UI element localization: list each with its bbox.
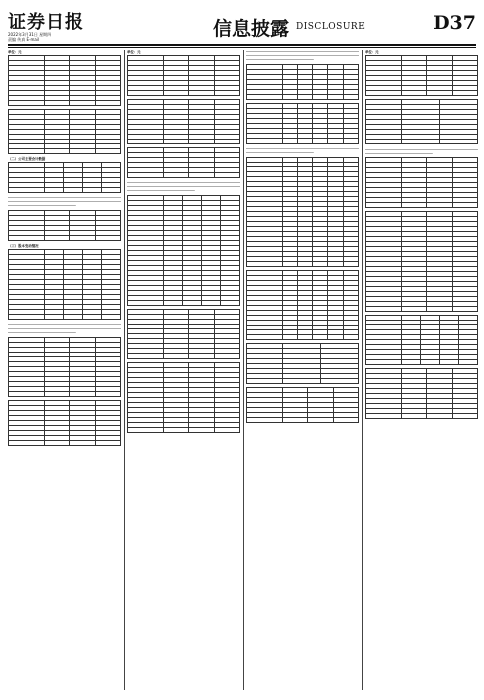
table-cell <box>220 300 239 305</box>
table-cell <box>44 188 63 193</box>
table-cell <box>366 413 402 418</box>
table-cell <box>366 203 402 208</box>
table-cell <box>128 427 164 432</box>
table-cell <box>247 379 283 384</box>
table-cell <box>44 392 69 397</box>
table-row <box>9 149 121 154</box>
table-row <box>128 173 240 178</box>
disclosure-block <box>365 147 478 154</box>
disclosure-block <box>8 157 121 193</box>
table-row <box>128 90 240 95</box>
financial-table <box>8 337 121 398</box>
financial-table <box>8 210 121 241</box>
financial-table <box>246 343 359 384</box>
table-cell <box>9 100 45 105</box>
disclosure-block <box>8 109 121 155</box>
table-cell <box>163 173 188 178</box>
table-cell <box>439 360 458 365</box>
disclosure-block <box>8 244 121 320</box>
table-cell <box>44 236 69 241</box>
financial-table <box>127 362 240 433</box>
column-4 <box>365 50 478 690</box>
financial-table <box>127 309 240 360</box>
table-cell <box>163 300 182 305</box>
table-row <box>247 261 359 266</box>
table-cell <box>320 379 358 384</box>
disclosure-block <box>246 103 359 144</box>
table-row <box>366 139 478 144</box>
disclosure-block <box>8 196 121 207</box>
text-line <box>246 147 359 150</box>
table-cell <box>214 90 239 95</box>
financial-table <box>8 162 121 193</box>
table-cell <box>313 261 328 266</box>
table-cell <box>9 440 45 445</box>
text-line <box>8 196 121 199</box>
table-cell <box>128 139 164 144</box>
table-row <box>366 203 478 208</box>
financial-table <box>8 55 121 106</box>
disclosure-block <box>246 270 359 341</box>
table-cell <box>247 94 283 99</box>
table-cell <box>247 417 283 422</box>
table-cell <box>328 94 343 99</box>
table-row <box>9 314 121 319</box>
block-title: （二）公司主要会计数据 <box>8 157 46 162</box>
text-line <box>246 50 359 53</box>
disclosure-block <box>127 195 240 305</box>
table-cell <box>214 173 239 178</box>
table-cell <box>95 149 120 154</box>
table-cell <box>163 427 188 432</box>
table-cell <box>189 173 214 178</box>
table-row <box>366 306 478 311</box>
table-cell <box>9 392 45 397</box>
block-title: （三）股本变动情况 <box>8 244 39 249</box>
table-cell <box>163 139 188 144</box>
table-cell <box>82 314 101 319</box>
disclosure-block <box>8 210 121 241</box>
column-1 <box>8 50 121 690</box>
column-divider <box>362 50 363 690</box>
table-cell <box>343 261 358 266</box>
financial-table <box>365 55 478 96</box>
table-cell <box>9 188 45 193</box>
disclosure-block <box>246 387 359 423</box>
table-cell <box>201 300 220 305</box>
disclosure-block <box>8 323 121 334</box>
text-line <box>246 54 359 57</box>
table-cell <box>452 306 477 311</box>
issue-contacts: 责编 传真 E-mail <box>8 37 40 42</box>
table-cell <box>70 149 95 154</box>
table-row <box>128 139 240 144</box>
financial-table <box>8 249 121 320</box>
financial-table <box>127 55 240 96</box>
table-cell <box>366 306 402 311</box>
table-cell <box>70 392 95 397</box>
table-row <box>247 138 359 143</box>
text-line <box>8 200 121 203</box>
block-title: 单位：元 <box>365 50 379 54</box>
disclosure-block <box>365 315 478 366</box>
table-cell <box>401 90 426 95</box>
disclosure-block <box>365 211 478 311</box>
table-cell <box>189 354 214 359</box>
table-cell <box>282 335 297 340</box>
table-row <box>128 300 240 305</box>
financial-table <box>127 147 240 178</box>
disclosure-block <box>246 157 359 267</box>
table-cell <box>44 149 69 154</box>
disclosure-block <box>8 337 121 398</box>
column-divider <box>243 50 244 690</box>
table-cell <box>458 360 477 365</box>
page-number: D37 <box>433 12 476 34</box>
disclosure-block <box>365 50 478 96</box>
table-row <box>128 427 240 432</box>
table-cell <box>128 354 164 359</box>
table-cell <box>214 139 239 144</box>
disclosure-block <box>127 147 240 178</box>
table-cell <box>163 90 188 95</box>
disclosure-block <box>246 64 359 100</box>
table-cell <box>214 354 239 359</box>
financial-table <box>365 211 478 311</box>
table-cell <box>366 139 402 144</box>
financial-table <box>246 103 359 144</box>
table-cell <box>401 360 420 365</box>
table-cell <box>9 314 45 319</box>
table-cell <box>328 138 343 143</box>
table-cell <box>282 138 297 143</box>
table-cell <box>82 188 101 193</box>
financial-table <box>246 157 359 267</box>
table-row <box>366 90 478 95</box>
disclosure-block <box>127 181 240 192</box>
table-cell <box>343 94 358 99</box>
table-cell <box>95 392 120 397</box>
table-cell <box>70 100 95 105</box>
table-cell <box>189 139 214 144</box>
disclosure-block <box>365 368 478 419</box>
disclosure-block <box>246 147 359 154</box>
table-row <box>247 94 359 99</box>
masthead <box>8 6 476 46</box>
disclosure-block <box>127 362 240 433</box>
table-cell <box>44 440 69 445</box>
financial-table <box>127 99 240 145</box>
table-cell <box>282 417 307 422</box>
table-cell <box>95 236 120 241</box>
header-rule-thin <box>8 47 476 48</box>
financial-table <box>8 109 121 155</box>
section-title: 信息披露 <box>213 18 290 40</box>
text-line <box>246 151 359 154</box>
text-line <box>246 58 359 61</box>
table-cell <box>70 236 95 241</box>
table-cell <box>366 360 402 365</box>
table-cell <box>44 100 69 105</box>
column-divider <box>124 50 125 690</box>
table-row <box>9 392 121 397</box>
text-line <box>8 327 121 330</box>
table-row <box>247 417 359 422</box>
table-row <box>366 360 478 365</box>
financial-table <box>246 64 359 100</box>
table-row <box>366 413 478 418</box>
disclosure-block <box>127 99 240 145</box>
table-cell <box>247 261 283 266</box>
table-cell <box>427 90 452 95</box>
table-cell <box>282 261 297 266</box>
financial-table <box>127 195 240 305</box>
disclosure-block <box>8 50 121 106</box>
block-title: 单位：元 <box>127 50 141 54</box>
table-cell <box>427 413 452 418</box>
table-cell <box>297 261 312 266</box>
table-cell <box>189 427 214 432</box>
table-cell <box>9 236 45 241</box>
table-row <box>247 335 359 340</box>
table-cell <box>101 188 120 193</box>
table-cell <box>366 90 402 95</box>
disclosure-block <box>246 50 359 61</box>
disclosure-block <box>127 309 240 360</box>
table-cell <box>328 261 343 266</box>
table-cell <box>452 413 477 418</box>
table-cell <box>452 203 477 208</box>
table-cell <box>282 379 320 384</box>
financial-table <box>246 387 359 423</box>
table-cell <box>333 417 358 422</box>
financial-table <box>365 157 478 208</box>
text-line <box>8 204 121 207</box>
table-cell <box>452 90 477 95</box>
table-cell <box>44 314 63 319</box>
text-line <box>365 147 478 150</box>
disclosure-block <box>365 99 478 145</box>
table-cell <box>401 139 439 144</box>
table-cell <box>128 173 164 178</box>
table-cell <box>247 138 283 143</box>
newspaper-logo: 证券日报 <box>8 12 84 33</box>
table-row <box>9 440 121 445</box>
text-line <box>127 189 240 192</box>
table-cell <box>343 335 358 340</box>
text-line <box>8 331 121 334</box>
table-cell <box>297 138 312 143</box>
financial-table <box>365 99 478 145</box>
table-cell <box>189 90 214 95</box>
table-cell <box>427 306 452 311</box>
table-cell <box>95 100 120 105</box>
table-cell <box>420 360 439 365</box>
table-cell <box>297 94 312 99</box>
table-row <box>247 379 359 384</box>
table-row <box>9 188 121 193</box>
table-cell <box>182 300 201 305</box>
table-cell <box>95 440 120 445</box>
financial-table <box>365 368 478 419</box>
financial-table <box>365 315 478 366</box>
financial-table <box>8 400 121 446</box>
table-cell <box>282 94 297 99</box>
table-row <box>9 236 121 241</box>
disclosure-block <box>365 157 478 208</box>
table-cell <box>439 139 477 144</box>
section-title-english: DISCLOSURE <box>296 22 366 32</box>
table-cell <box>401 306 426 311</box>
table-cell <box>70 440 95 445</box>
column-2 <box>127 50 240 690</box>
table-cell <box>328 335 343 340</box>
table-row <box>128 354 240 359</box>
table-cell <box>343 138 358 143</box>
disclosure-block <box>127 50 240 96</box>
financial-table <box>246 270 359 341</box>
table-cell <box>313 138 328 143</box>
table-cell <box>214 427 239 432</box>
table-cell <box>427 203 452 208</box>
table-cell <box>401 413 426 418</box>
issue-date: 2022年3月31日 星期四 <box>8 32 52 37</box>
block-title: 单位：元 <box>8 50 22 54</box>
table-cell <box>401 203 426 208</box>
table-cell <box>128 300 164 305</box>
table-cell <box>63 188 82 193</box>
table-cell <box>163 354 188 359</box>
table-cell <box>308 417 333 422</box>
disclosure-block <box>246 343 359 384</box>
header-rule <box>8 44 476 46</box>
text-line <box>8 323 121 326</box>
issue-info <box>8 32 51 42</box>
table-cell <box>297 335 312 340</box>
text-line <box>127 185 240 188</box>
table-cell <box>63 314 82 319</box>
text-line <box>127 181 240 184</box>
table-cell <box>313 335 328 340</box>
table-cell <box>313 94 328 99</box>
content-columns <box>8 50 476 690</box>
table-cell <box>247 335 283 340</box>
table-row <box>9 100 121 105</box>
text-line <box>365 151 478 154</box>
column-3 <box>246 50 359 690</box>
table-cell <box>101 314 120 319</box>
disclosure-block <box>8 400 121 446</box>
table-cell <box>9 149 45 154</box>
table-cell <box>128 90 164 95</box>
